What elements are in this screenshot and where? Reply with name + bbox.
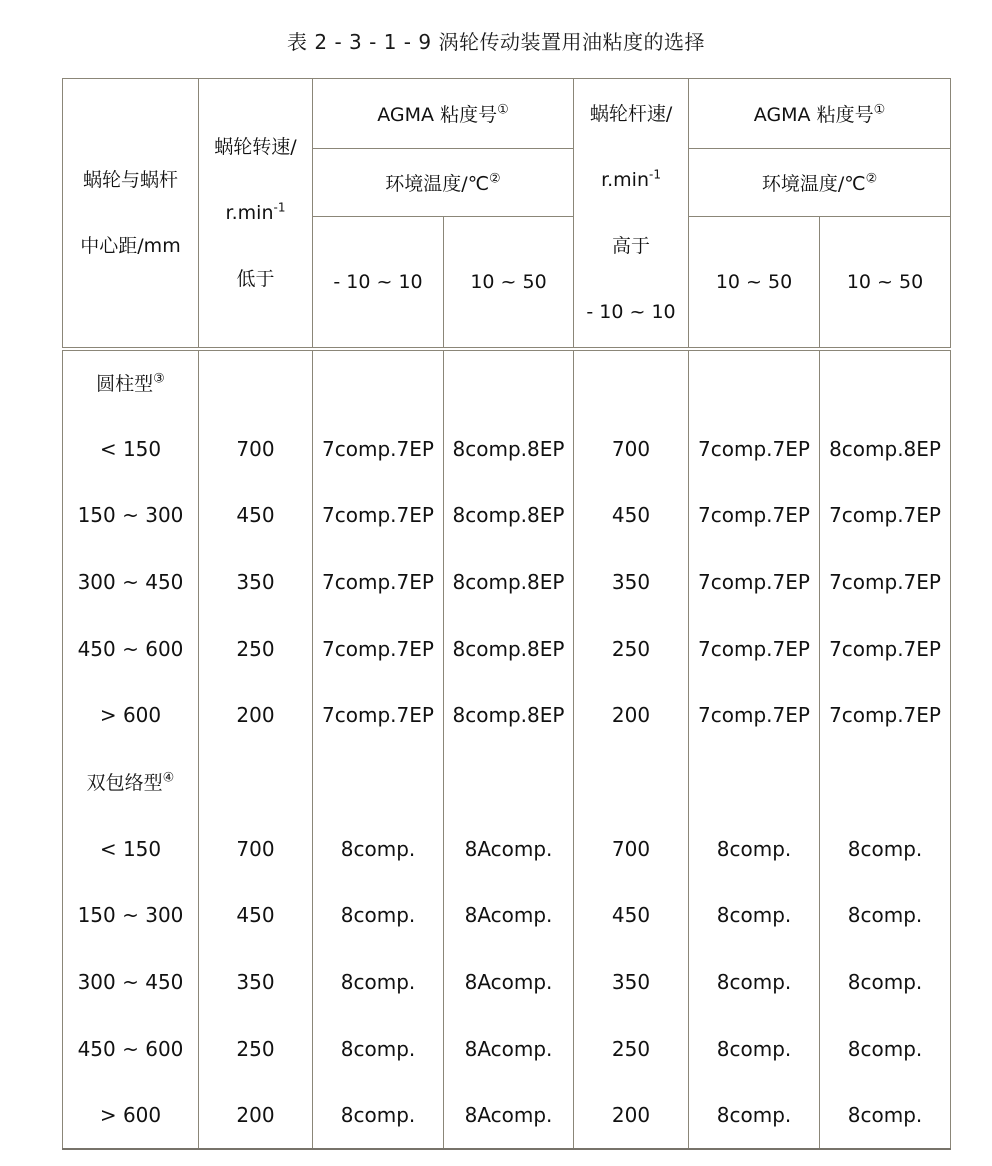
cell-agma: 7comp.7EP — [689, 549, 820, 616]
header-worm-speed-line3: 高于 — [612, 234, 651, 257]
cell-center-distance: 450 ~ 600 — [63, 615, 199, 682]
cell-agma: 7comp.7EP — [313, 482, 444, 549]
cell-worm-speed: 250 — [574, 1015, 689, 1082]
cell-worm-speed: 450 — [574, 882, 689, 949]
cell-agma: 7comp.7EP — [689, 482, 820, 549]
cell-agma: 8comp. — [820, 949, 951, 1016]
section-label-double-enveloping — [63, 749, 199, 816]
cell-agma: 8Acomp. — [444, 949, 574, 1016]
viscosity-table — [62, 78, 951, 1150]
unit-exponent: -1 — [649, 167, 661, 182]
header-wheel-speed-line3: 低于 — [236, 267, 275, 290]
unit-base: r.min — [225, 201, 274, 224]
cell-center-distance: 150 ~ 300 — [63, 882, 199, 949]
cell-center-distance: > 600 — [63, 682, 199, 749]
cell-agma: 8comp.8EP — [444, 615, 574, 682]
cell-worm-speed: 700 — [574, 815, 689, 882]
cell-agma: 7comp.7EP — [689, 615, 820, 682]
unit-base: r.min — [601, 168, 649, 191]
table-row — [63, 882, 951, 949]
footnote-1-icon: ① — [497, 102, 509, 118]
cell-agma: 8comp.8EP — [444, 682, 574, 749]
cell-agma: 7comp.7EP — [820, 549, 951, 616]
cell-center-distance: < 150 — [63, 815, 199, 882]
cell-agma: 8Acomp. — [444, 815, 574, 882]
cell-wheel-speed: 200 — [199, 1082, 313, 1149]
cell-wheel-speed: 450 — [199, 482, 313, 549]
header-wheel-speed-line1: 蜗轮转速/ — [214, 135, 297, 158]
cell-center-distance: 450 ~ 600 — [63, 1015, 199, 1082]
empty-cell — [820, 349, 951, 416]
empty-cell — [444, 749, 574, 816]
cell-agma: 8comp. — [689, 1015, 820, 1082]
header-range-right-2: 10 ~ 50 — [820, 217, 951, 349]
table-row — [63, 1015, 951, 1082]
cell-agma: 8comp. — [820, 815, 951, 882]
empty-cell — [820, 749, 951, 816]
header-agma-left — [313, 79, 574, 149]
header-range-left-1: - 10 ~ 10 — [313, 217, 444, 349]
cell-wheel-speed: 250 — [199, 1015, 313, 1082]
section-label: 圆柱型 — [96, 373, 154, 396]
cell-agma: 8Acomp. — [444, 1082, 574, 1149]
header-center-distance-line1: 蜗轮与蜗杆 — [82, 168, 178, 191]
table-row — [63, 615, 951, 682]
cell-center-distance: 300 ~ 450 — [63, 549, 199, 616]
cell-agma: 8comp. — [313, 815, 444, 882]
cell-agma: 8comp. — [689, 882, 820, 949]
cell-agma: 8comp. — [689, 815, 820, 882]
cell-worm-speed: 200 — [574, 682, 689, 749]
unit-exponent: -1 — [273, 200, 286, 215]
table-row — [63, 949, 951, 1016]
header-worm-speed-line1: 蜗轮杆速/ — [589, 102, 673, 125]
table-row — [63, 682, 951, 749]
cell-agma: 8comp.8EP — [444, 482, 574, 549]
cell-agma: 7comp.7EP — [313, 682, 444, 749]
header-range-right-1: 10 ~ 50 — [689, 217, 820, 349]
ambient-temp-label: 环境温度/℃ — [385, 173, 490, 195]
cell-agma: 8comp. — [689, 1082, 820, 1149]
table-row — [63, 549, 951, 616]
empty-cell — [574, 349, 689, 416]
empty-cell — [574, 749, 689, 816]
header-ambient-temp-left — [313, 149, 574, 217]
header-wheel-speed-unit — [199, 180, 312, 246]
table-row — [63, 815, 951, 882]
cell-worm-speed: 200 — [574, 1082, 689, 1149]
cell-wheel-speed: 250 — [199, 615, 313, 682]
cell-agma: 8comp. — [820, 1082, 951, 1149]
cell-agma: 8comp.8EP — [444, 549, 574, 616]
empty-cell — [199, 749, 313, 816]
cell-agma: 8comp. — [313, 1082, 444, 1149]
footnote-2-icon: ② — [865, 171, 878, 187]
cell-agma: 7comp.7EP — [820, 482, 951, 549]
cell-agma: 7comp.7EP — [313, 549, 444, 616]
cell-worm-speed: 350 — [574, 949, 689, 1016]
cell-agma: 8comp.8EP — [820, 415, 951, 482]
table-row — [63, 1082, 951, 1149]
section-row-double-enveloping — [63, 749, 951, 816]
cell-worm-speed: 350 — [574, 549, 689, 616]
cell-center-distance: < 150 — [63, 415, 199, 482]
cell-agma: 7comp.7EP — [689, 415, 820, 482]
table-row — [63, 482, 951, 549]
cell-agma: 8Acomp. — [444, 1015, 574, 1082]
cell-agma: 7comp.7EP — [689, 682, 820, 749]
header-center-distance-line2: 中心距/mm — [80, 234, 181, 257]
cell-wheel-speed: 200 — [199, 682, 313, 749]
header-worm-speed — [574, 79, 689, 349]
footnote-3-icon: ③ — [153, 372, 165, 388]
agma-title: AGMA 粘度号 — [377, 104, 498, 126]
header-agma-right — [689, 79, 951, 149]
cell-wheel-speed: 450 — [199, 882, 313, 949]
header-center-distance — [63, 79, 199, 349]
agma-title: AGMA 粘度号 — [753, 104, 874, 126]
cell-agma: 7comp.7EP — [820, 682, 951, 749]
empty-cell — [689, 749, 820, 816]
header-worm-speed-line4: - 10 ~ 10 — [586, 300, 676, 323]
cell-agma: 8Acomp. — [444, 882, 574, 949]
empty-cell — [313, 349, 444, 416]
cell-agma: 8comp.8EP — [444, 415, 574, 482]
empty-cell — [199, 349, 313, 416]
empty-cell — [444, 349, 574, 416]
cell-agma: 8comp. — [820, 882, 951, 949]
cell-wheel-speed: 350 — [199, 949, 313, 1016]
table-title: 表 2 - 3 - 1 - 9 涡轮传动装置用油粘度的选择 — [287, 30, 705, 54]
header-wheel-speed — [199, 79, 313, 349]
ambient-temp-label: 环境温度/℃ — [761, 173, 866, 195]
footnote-4-icon: ④ — [162, 771, 175, 787]
cell-agma: 8comp. — [313, 882, 444, 949]
cell-wheel-speed: 700 — [199, 815, 313, 882]
cell-center-distance: 300 ~ 450 — [63, 949, 199, 1016]
header-ambient-temp-right — [689, 149, 951, 217]
header-range-left-2: 10 ~ 50 — [444, 217, 574, 349]
cell-agma: 8comp. — [313, 949, 444, 1016]
table-row — [63, 415, 951, 482]
cell-worm-speed: 250 — [574, 615, 689, 682]
cell-center-distance: 150 ~ 300 — [63, 482, 199, 549]
cell-agma: 8comp. — [689, 949, 820, 1016]
cell-center-distance: > 600 — [63, 1082, 199, 1149]
footnote-1-icon: ① — [873, 102, 886, 118]
header-worm-speed-unit — [574, 147, 688, 213]
cell-wheel-speed: 700 — [199, 415, 313, 482]
cell-worm-speed: 450 — [574, 482, 689, 549]
cell-agma: 8comp. — [313, 1015, 444, 1082]
section-label-cylindrical — [63, 349, 199, 416]
cell-agma: 8comp. — [820, 1015, 951, 1082]
section-label: 双包络型 — [86, 772, 163, 795]
cell-wheel-speed: 350 — [199, 549, 313, 616]
cell-agma: 7comp.7EP — [313, 415, 444, 482]
cell-agma: 7comp.7EP — [820, 615, 951, 682]
cell-agma: 7comp.7EP — [313, 615, 444, 682]
cell-worm-speed: 700 — [574, 415, 689, 482]
footnote-2-icon: ② — [489, 171, 501, 187]
section-row-cylindrical — [63, 349, 951, 416]
empty-cell — [313, 749, 444, 816]
empty-cell — [689, 349, 820, 416]
